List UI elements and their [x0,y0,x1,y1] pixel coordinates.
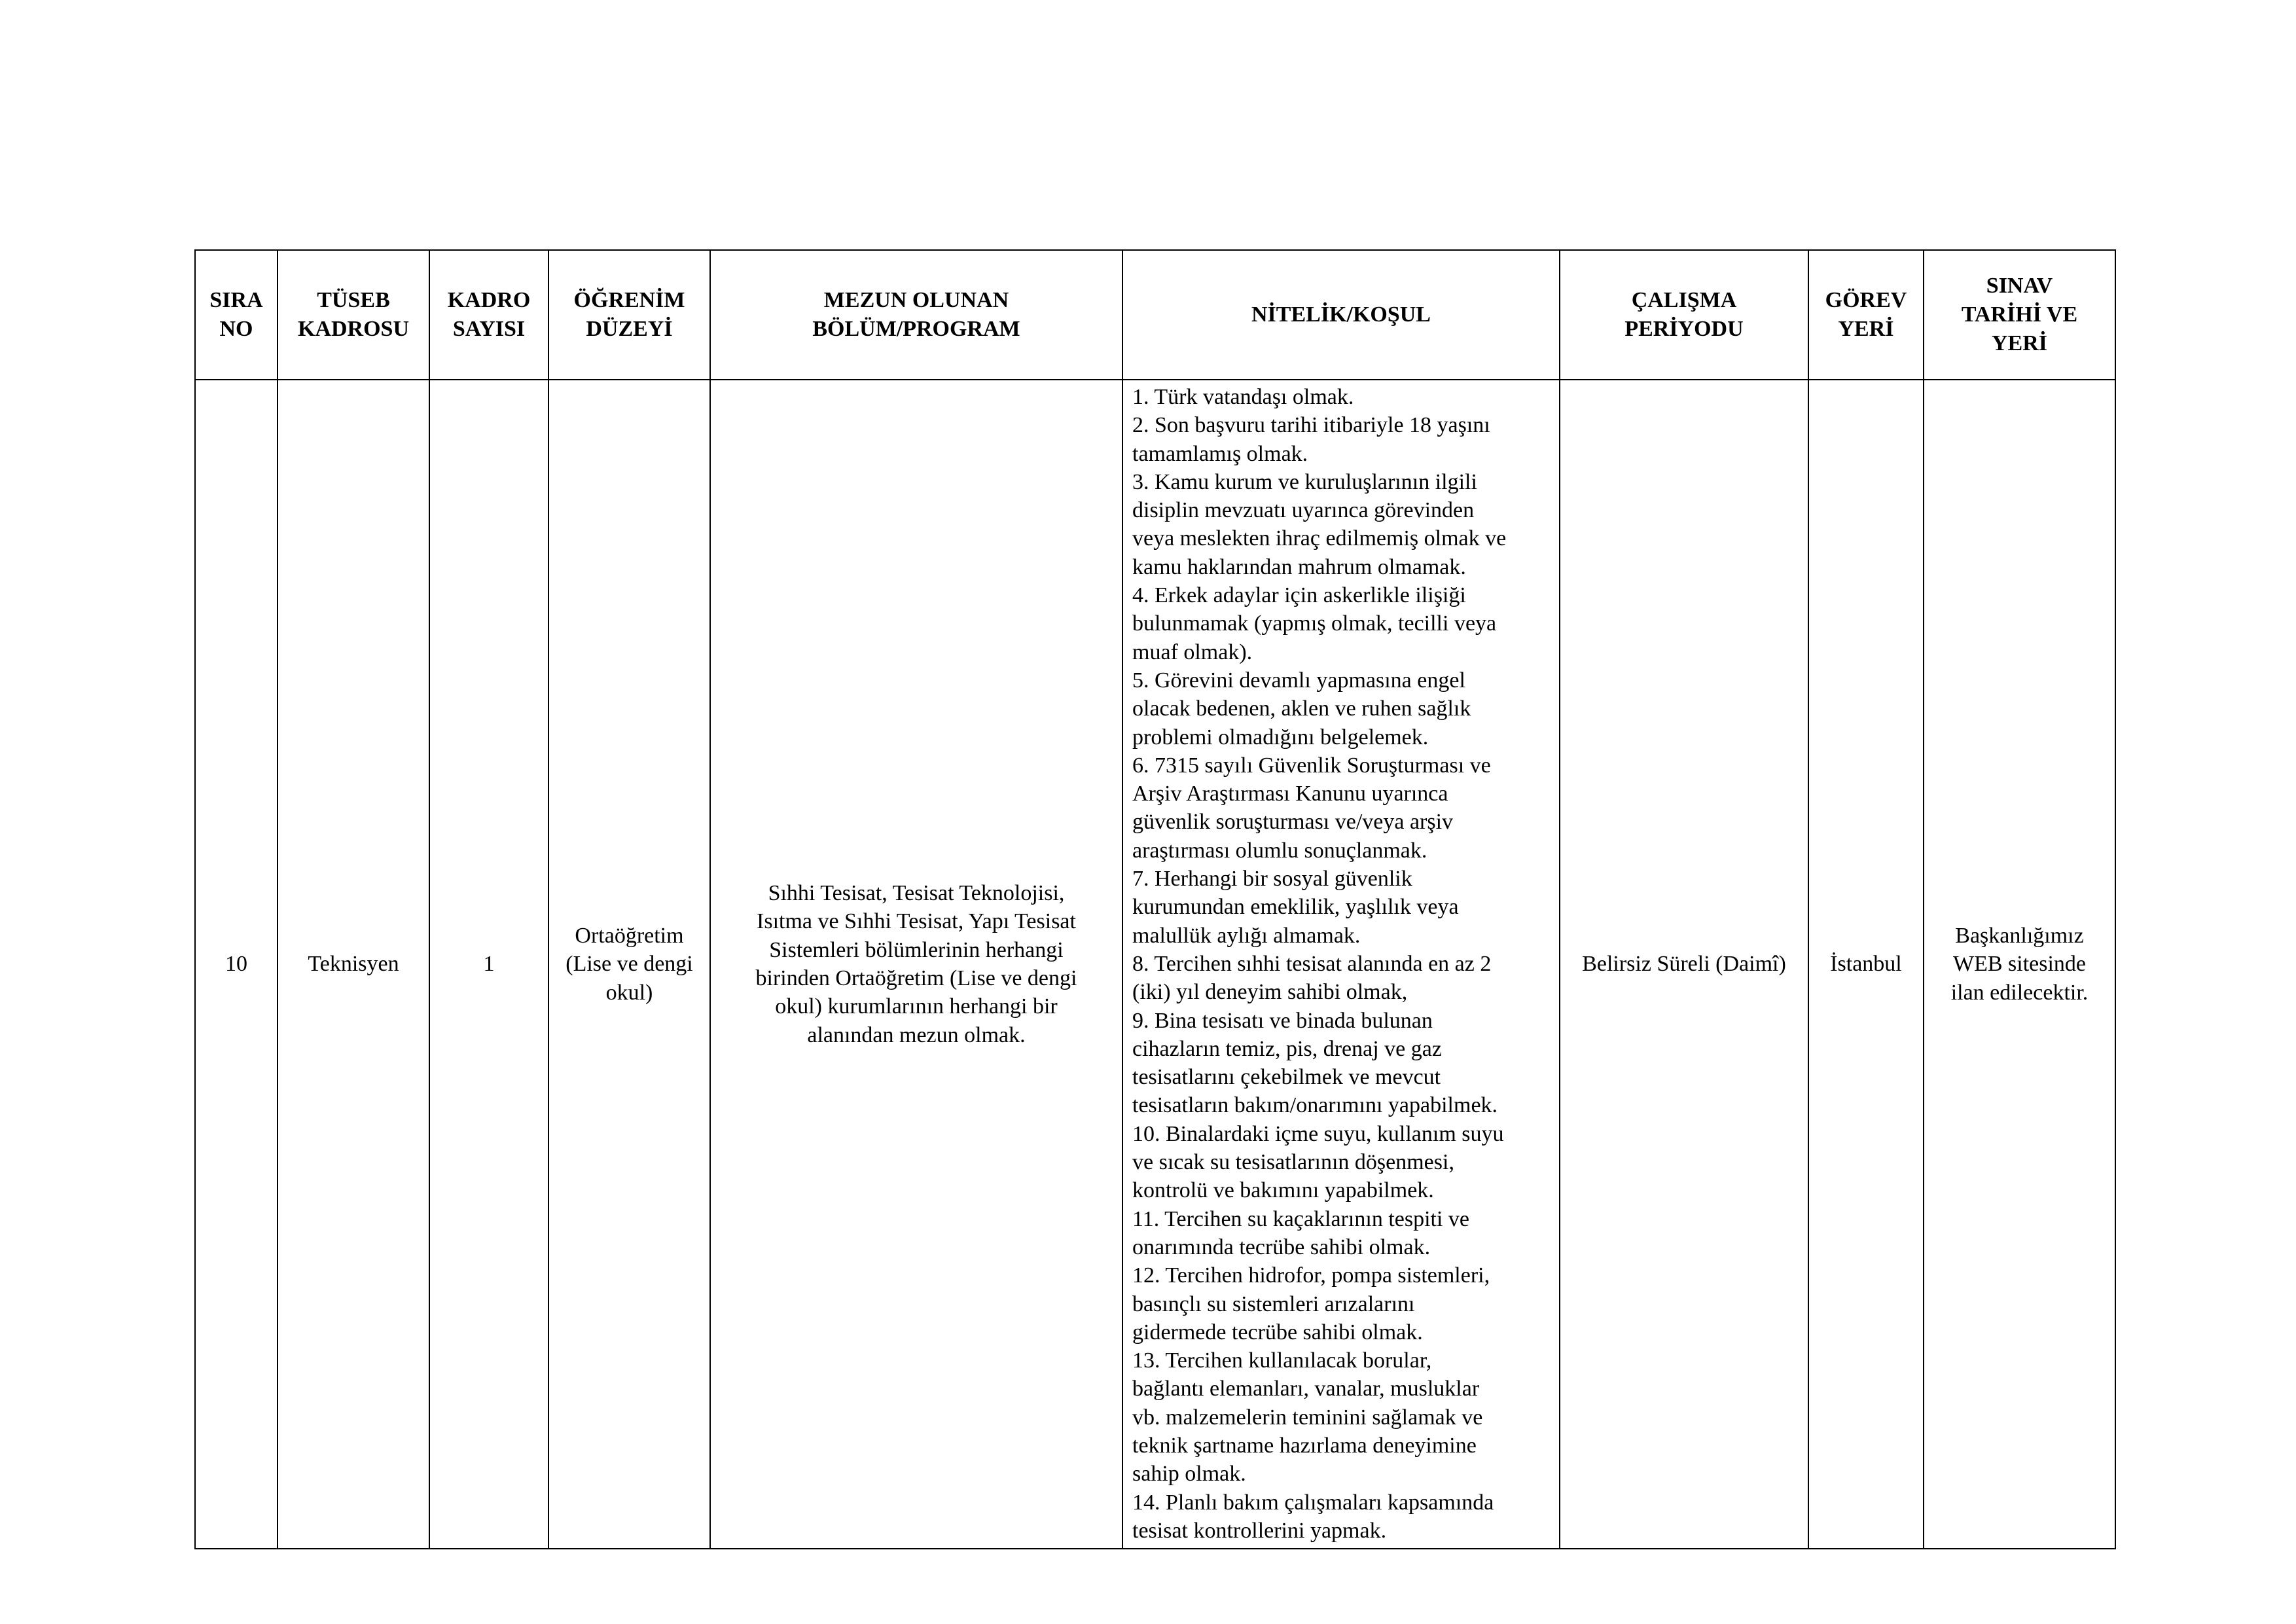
cell-sinav-tarihi [1924,380,2115,1549]
text-line: 3. Kamu kurum ve kuruluşlarının ilgili [1132,469,1477,494]
text-line: 1. Türk vatandaşı olmak. [1132,385,1354,409]
text-line: Isıtma ve Sıhhi Tesisat, Yapı Tesisat [757,909,1076,934]
header-ogrenim-duzeyi [548,250,710,380]
text-line: olacak bedenen, aklen ve ruhen sağlık [1132,696,1471,721]
text-line: 2. Son başvuru tarihi itibariyle 18 yaşını [1132,413,1490,438]
text-line: disiplin mevzuatı uyarınca görevinden [1132,498,1475,523]
text-line: NO [219,317,253,341]
text-line: 13. Tercihen kullanılacak borular, [1132,1348,1432,1373]
text-line: bağlantı elemanları, vanalar, musluklar [1132,1377,1480,1401]
text-line: 4. Erkek adaylar için askerlikle ilişiği [1132,583,1466,608]
text-line: basınçlı su sistemleri arızalarını [1132,1291,1415,1316]
text-line: NİTELİK/KOŞUL [1251,302,1431,327]
text-line: tesisatlarını çekebilmek ve mevcut [1132,1065,1441,1090]
text-line: ÖĞRENİM [573,288,685,312]
text-line: kamu haklarından mahrum olmamak. [1132,554,1466,579]
text-line: cihazların temiz, pis, drenaj ve gaz [1132,1036,1442,1061]
text-line: problemi olmadığını belgelemek. [1132,725,1429,749]
text-line: Başkanlığımız [1955,924,2084,948]
text-line: gidermede tecrübe sahibi olmak. [1132,1320,1423,1344]
table-row [195,380,2115,1549]
text-line: SAYISI [452,317,526,341]
text-line: 7. Herhangi bir sosyal güvenlik [1132,867,1412,892]
text-line: PERİYODU [1624,317,1744,341]
text-line: ilan edilecektir. [1950,980,2089,1005]
job-posting-table [194,249,2116,1549]
text-line: malullük aylığı almamak. [1132,923,1361,948]
text-line: okul) kurumlarının herhangi bir [775,994,1058,1019]
text-line: tesisatların bakım/onarımını yapabilmek. [1132,1093,1498,1118]
text-line: SINAV [1986,274,2053,298]
cell-kadro-sayisi: 1 [429,380,548,1549]
text-line: veya meslekten ihraç edilmemiş olmak ve [1132,526,1507,551]
text-line: YERİ [1838,317,1894,341]
cell-mezun-olunan [710,380,1122,1549]
text-line: 5. Görevini devamlı yapmasına engel [1132,668,1465,693]
text-line: (Lise ve dengi [565,952,693,977]
cell-nitelik-kosul [1122,380,1560,1549]
text-line: YERİ [1991,331,2048,355]
cell-sira-no: 10 [195,380,278,1549]
text-line: teknik şartname hazırlama deneyimine [1132,1433,1477,1458]
cell-calisma-periyodu: Belirsiz Süreli (Daimî) [1560,380,1808,1549]
text-line: Arşiv Araştırması Kanunu uyarınca [1132,782,1448,806]
text-line: sahip olmak. [1132,1462,1246,1487]
cell-ogrenim-duzeyi [548,380,710,1549]
text-line: 6. 7315 sayılı Güvenlik Soruşturması ve [1132,753,1491,778]
text-line: ve sıcak su tesisatlarının döşenmesi, [1132,1150,1454,1175]
text-line: okul) [605,980,653,1005]
text-line: alanından mezun olmak. [807,1022,1026,1047]
text-line: BÖLÜM/PROGRAM [812,317,1020,341]
text-line: MEZUN OLUNAN [823,288,1009,312]
text-line: tesisat kontrollerini yapmak. [1132,1518,1387,1543]
text-line: kurumundan emeklilik, yaşlılık veya [1132,895,1459,920]
text-line: Ortaöğretim [575,924,684,948]
text-line: GÖREV [1825,288,1907,312]
header-mezun-olunan [710,250,1122,380]
text-line: 14. Planlı bakım çalışmaları kapsamında [1132,1490,1494,1515]
text-line: ÇALIŞMA [1631,288,1737,312]
header-row [195,250,2115,380]
text-line: (iki) yıl deneyim sahibi olmak, [1132,980,1408,1005]
text-line: 11. Tercihen su kaçaklarının tespiti ve [1132,1206,1470,1231]
cell-tuseb-kadrosu: Teknisyen [278,380,429,1549]
header-sinav-tarihi [1924,250,2115,380]
text-line: güvenlik soruşturması ve/veya arşiv [1132,810,1454,835]
text-line: KADRO [447,288,531,312]
text-line: vb. malzemelerin teminini sağlamak ve [1132,1405,1483,1430]
text-line: Sistemleri bölümlerinin herhangi [769,937,1064,962]
text-line: KADROSU [297,317,410,341]
cell-gorev-yeri: İstanbul [1808,380,1924,1549]
text-line: onarımında tecrübe sahibi olmak. [1132,1235,1431,1259]
text-line: muaf olmak). [1132,640,1253,664]
header-nitelik-kosul [1122,250,1560,380]
text-line: bulunmamak (yapmış olmak, tecilli veya [1132,611,1497,636]
header-kadro-sayisi [429,250,548,380]
text-line: SIRA [209,288,263,312]
text-line: WEB sitesinde [1952,952,2087,977]
text-line: birinden Ortaöğretim (Lise ve dengi [755,966,1077,990]
text-line: 10. Binalardaki içme suyu, kullanım suyu [1132,1121,1504,1146]
text-line: araştırması olumlu sonuçlanmak. [1132,838,1427,863]
header-gorev-yeri [1808,250,1924,380]
header-calisma-periyodu [1560,250,1808,380]
header-sira-no [195,250,278,380]
text-line: tamamlamış olmak. [1132,441,1308,466]
text-line: Sıhhi Tesisat, Tesisat Teknolojisi, [768,881,1065,906]
text-line: TÜSEB [317,288,390,312]
text-line: DÜZEYİ [586,317,673,341]
text-line: 8. Tercihen sıhhi tesisat alanında en az 2 [1132,951,1492,976]
text-line: TARİHİ VE [1961,302,2078,327]
text-line: 12. Tercihen hidrofor, pompa sistemleri, [1132,1263,1490,1288]
text-line: kontrolü ve bakımını yapabilmek. [1132,1178,1434,1203]
header-tuseb-kadrosu [278,250,429,380]
text-line: 9. Bina tesisatı ve binada bulunan [1132,1008,1433,1033]
